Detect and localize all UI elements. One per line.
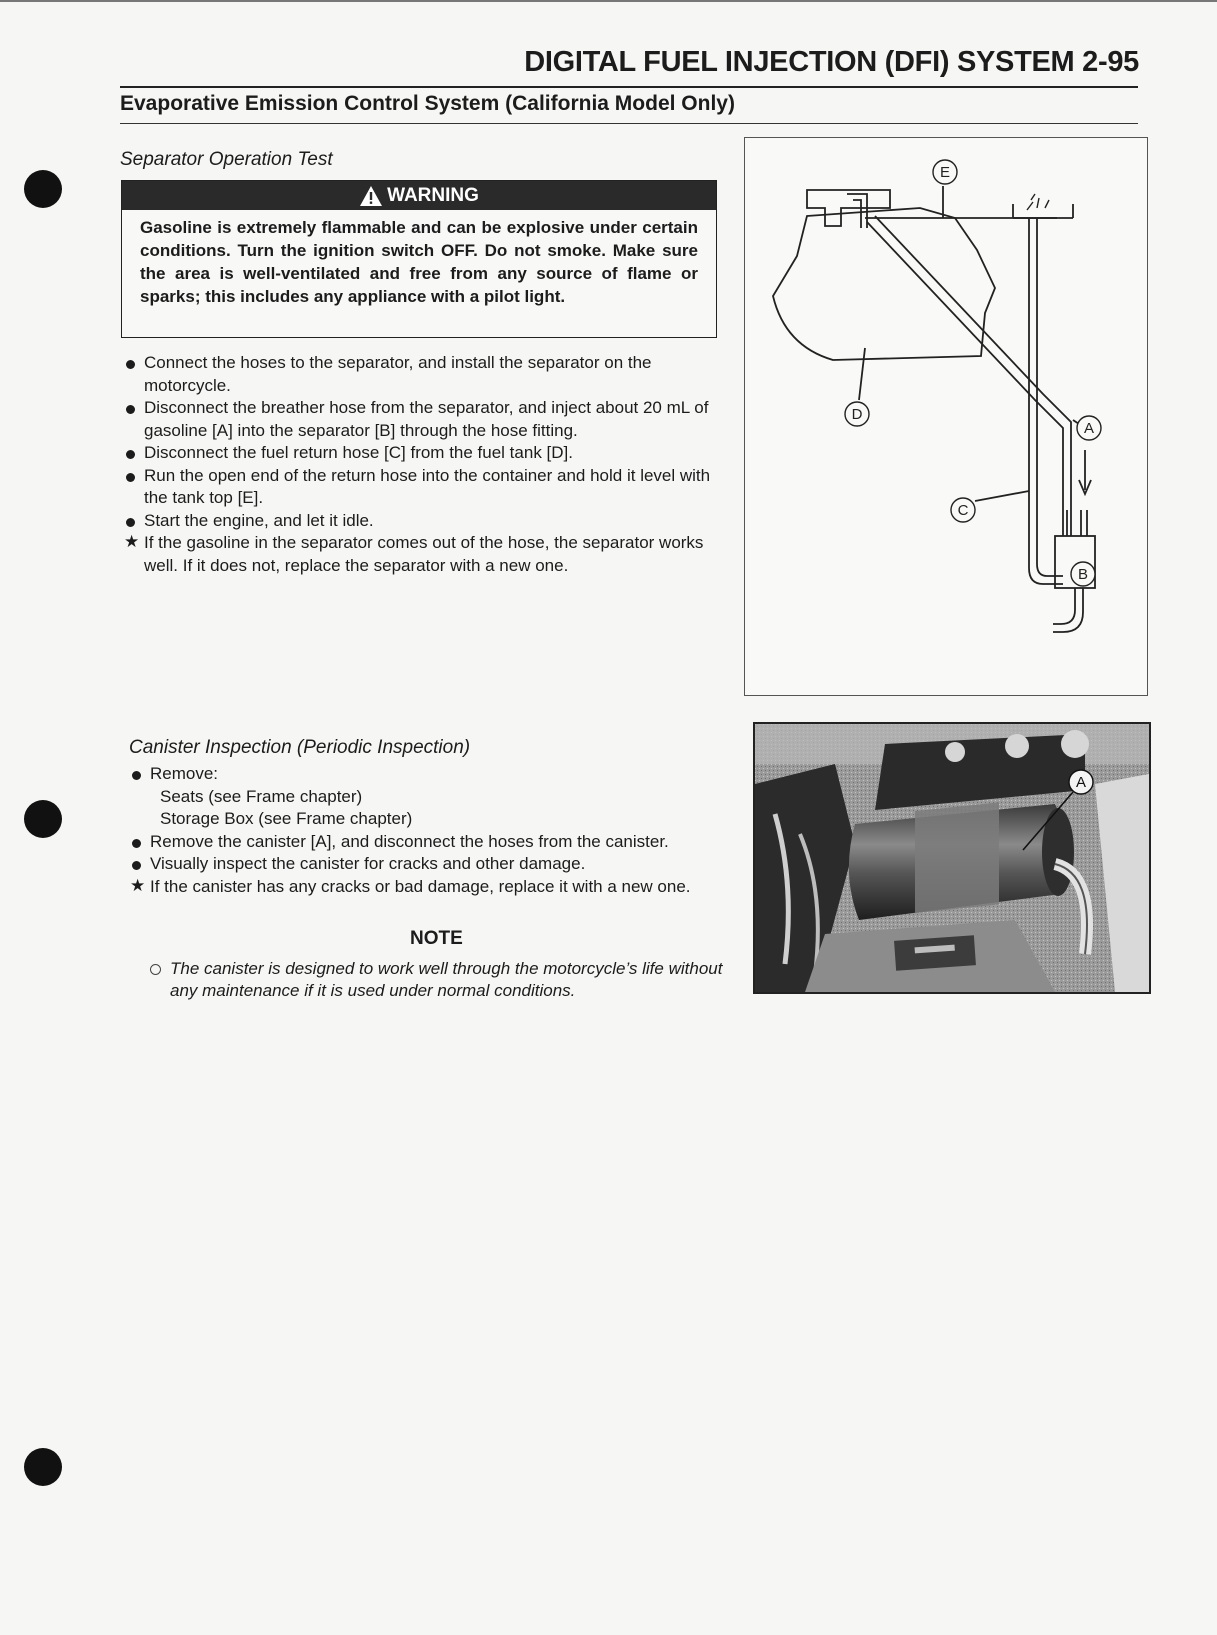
section-rule — [120, 123, 1138, 124]
list-item: Disconnect the breather hose from the separator, and inject about 20 mL of gasoline [A] into the separator [B] through the hose fitting. — [144, 398, 709, 440]
binder-hole-top — [24, 170, 62, 208]
list-item: Start the engine, and let it idle. — [144, 510, 374, 530]
warning-text: Gasoline is extremely flammable and can be explosive under certain conditions. Turn the ignition switch OFF. Do not smoke. Make sure the area is well-ventilated and free from any source of flame or sparks; this includes any appliance with a pilot light. — [140, 218, 698, 306]
note-text: The canister is designed to work well through the motorcycle’s life without any maintenance if it is used under normal conditions. — [170, 959, 723, 1000]
binder-hole-middle — [24, 800, 62, 838]
hollow-bullet-icon — [150, 964, 161, 975]
list-item: ★ If the canister has any cracks or bad damage, replace it with a new one. — [130, 875, 691, 896]
callout-c: C — [957, 502, 969, 519]
list-item: Disconnect the fuel return hose [C] from the fuel tank [D]. — [144, 443, 573, 462]
canister-photo-drawing — [755, 724, 1149, 992]
photo-callout-a: A — [1075, 774, 1087, 791]
warning-triangle-icon — [359, 185, 383, 207]
page-top-edge — [0, 0, 1217, 2]
callout-e: E — [939, 164, 951, 181]
warning-box — [121, 180, 717, 338]
list-item: Visually inspect the canister for cracks and other damage. — [150, 854, 586, 873]
section-title: Evaporative Emission Control System (California Model Only) — [120, 92, 735, 115]
note-body — [150, 958, 730, 1002]
warning-header — [122, 181, 716, 210]
separator-steps-list — [124, 352, 724, 577]
header-rule — [120, 86, 1138, 88]
sub-item: Seats (see Frame chapter) — [160, 786, 363, 806]
callout-a: A — [1083, 420, 1095, 437]
binder-hole-bottom — [24, 1448, 62, 1486]
callout-b: B — [1077, 566, 1089, 583]
separator-diagram-drawing — [745, 138, 1146, 694]
canister-photo — [753, 722, 1151, 994]
list-item: ★ If the gasoline in the separator comes out of the hose, the separator works well. If it does not, replace the separator with a new one. — [124, 532, 704, 575]
warning-label: WARNING — [387, 184, 479, 206]
list-item: Connect the hoses to the separator, and install the separator on the motorcycle. — [144, 353, 652, 395]
canister-heading: Canister Inspection (Periodic Inspection) — [129, 737, 471, 758]
separator-diagram — [744, 137, 1148, 696]
separator-test-heading: Separator Operation Test — [120, 149, 333, 170]
list-item: Remove the canister [A], and disconnect the hoses from the canister. — [150, 831, 669, 851]
note-title: NOTE — [410, 928, 463, 949]
list-item: Remove: Seats (see Frame chapter) Storage Box (see Frame chapter) — [130, 763, 730, 831]
page-title: DIGITAL FUEL INJECTION (DFI) SYSTEM 2-95 — [524, 46, 1139, 78]
canister-steps-list — [130, 763, 730, 898]
callout-d: D — [851, 406, 863, 423]
star-icon: ★ — [124, 532, 140, 551]
star-icon: ★ — [130, 875, 146, 895]
sub-item: Storage Box (see Frame chapter) — [160, 809, 413, 828]
list-item: Run the open end of the return hose into the container and hold it level with the tank top [E]. — [144, 465, 711, 507]
